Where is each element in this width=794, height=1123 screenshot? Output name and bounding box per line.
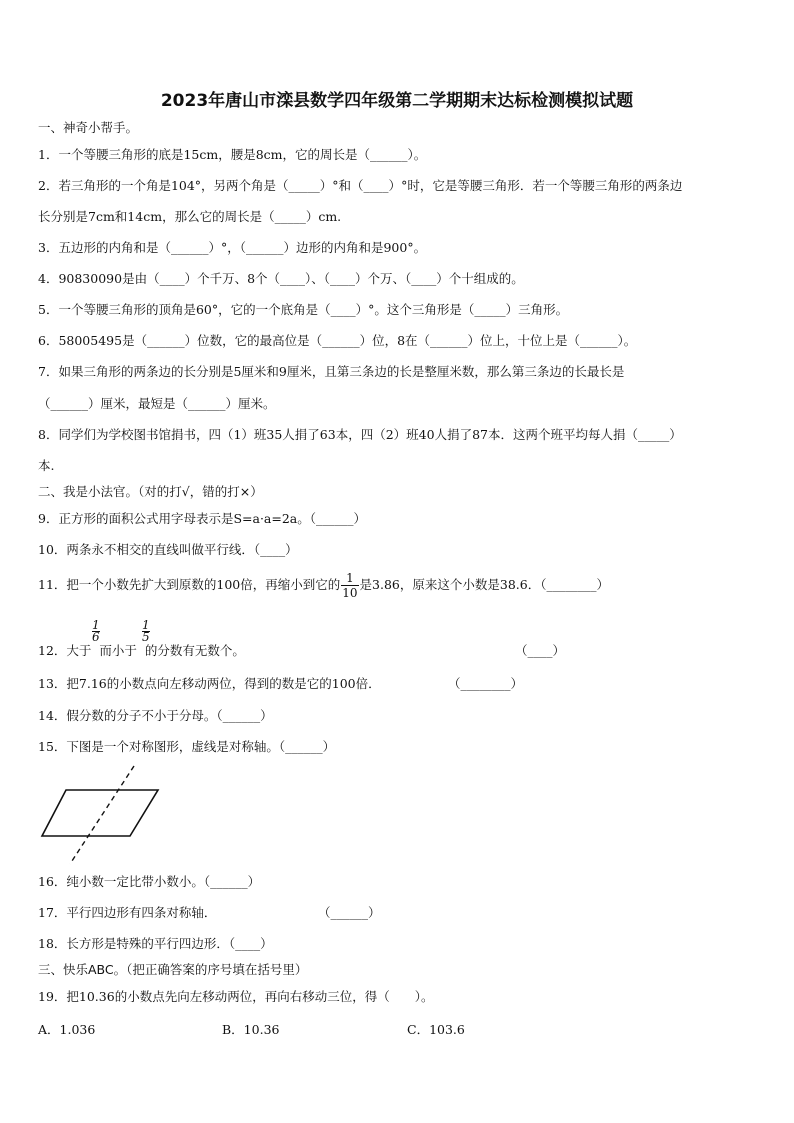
parallelogram-figure [36,764,166,866]
question-11-text-before: 11．把一个小数先扩大到原数的100倍，再缩小到它的 [38,577,341,592]
question-14: 14．假分数的分子不小于分母。（______） [38,708,273,723]
fraction-one-fifth [142,620,150,643]
fraction-denominator: 5 [142,630,150,644]
question-2-line-2: 长分别是7cm和14cm，那么它的周长是（_____）cm. [38,209,342,224]
question-19-option-b: B．10.36 [222,1022,280,1037]
question-7-line-2: （______）厘米，最短是（______）厘米。 [38,396,276,411]
question-19-option-a: A．1.036 [38,1022,96,1037]
question-3: 3．五边形的内角和是（______）°，（______）边形的内角和是900°。 [38,240,427,255]
question-11-text-after: 是3.86，原来这个小数是38.6．（________） [359,577,609,592]
fraction-one-sixth [92,620,100,643]
question-18: 18．长方形是特殊的平行四边形．（____） [38,936,273,951]
fraction-denominator: 6 [92,630,100,644]
section-2-heading: 二、我是小法官。（对的打√，错的打×） [38,484,263,499]
fraction-one-tenth [341,571,358,600]
question-17: 17．平行四边形有四条对称轴． [38,905,217,920]
exam-title: 2023年唐山市滦县数学四年级第二学期期末达标检测模拟试题 [160,91,634,111]
question-12-answer-blank: （____） [515,643,566,658]
question-11 [38,568,609,602]
parallelogram-shape [42,790,158,836]
symmetry-axis-dashed-line [70,766,134,864]
question-4: 4．90830090是由（____）个千万、8个（____）、（____）个万、（____）个十组成的。 [38,271,524,286]
question-12-text-1: 12．大于 [38,643,92,658]
question-6: 6．58005495是（______）位数，它的最高位是（______）位，8在（______）位上，十位上是（______）。 [38,333,637,348]
fraction-denominator: 10 [342,586,358,600]
question-13: 13．把7.16的小数点向左移动两位，得到的数是它的100倍． [38,676,381,691]
question-17-answer-blank: （______） [318,905,381,920]
question-8-line-2: 本. [38,458,55,473]
question-13-answer-blank: （________） [448,676,524,691]
question-12-text-2: 而小于 [99,643,137,658]
question-5: 5．一个等腰三角形的顶角是60°，它的一个底角是（____）°。这个三角形是（_____）三角形。 [38,302,569,317]
fraction-numerator: 1 [142,618,150,632]
question-9: 9．正方形的面积公式用字母表示是S=a·a=2a。（______） [38,511,366,526]
question-15: 15．下图是一个对称图形，虚线是对称轴。（______） [38,739,336,754]
section-3-heading: 三、快乐ABC。（把正确答案的序号填在括号里） [38,962,308,977]
section-1-heading: 一、神奇小帮手。 [38,120,139,135]
question-12 [38,643,245,659]
question-7-line-1: 7．如果三角形的两条边的长分别是5厘米和9厘米，且第三条边的长是整厘米数，那么第三条边的长最长是 [38,364,625,379]
question-16: 16．纯小数一定比带小数小。（______） [38,874,261,889]
question-19-option-c: C．103.6 [407,1022,465,1037]
question-1: 1．一个等腰三角形的底是15cm，腰是8cm，它的周长是（______）。 [38,147,427,162]
fraction-numerator: 1 [341,571,358,586]
question-19: 19．把10.36的小数点先向左移动两位，再向右移动三位，得（ ）。 [38,989,434,1004]
question-8-line-1: 8．同学们为学校图书馆捐书，四（1）班35人捐了63本，四（2）班40人捐了87本．这两个班平均每人捐（_____） [38,427,682,442]
question-2-line-1: 2．若三角形的一个角是104°，另两个角是（_____）°和（____）°时，它是等腰三角形．若一个等腰三角形的两条边 [38,178,683,193]
fraction-numerator: 1 [92,618,100,632]
question-12-text-3: 的分数有无数个。 [144,643,245,658]
question-10: 10．两条永不相交的直线叫做平行线．（____） [38,542,298,557]
